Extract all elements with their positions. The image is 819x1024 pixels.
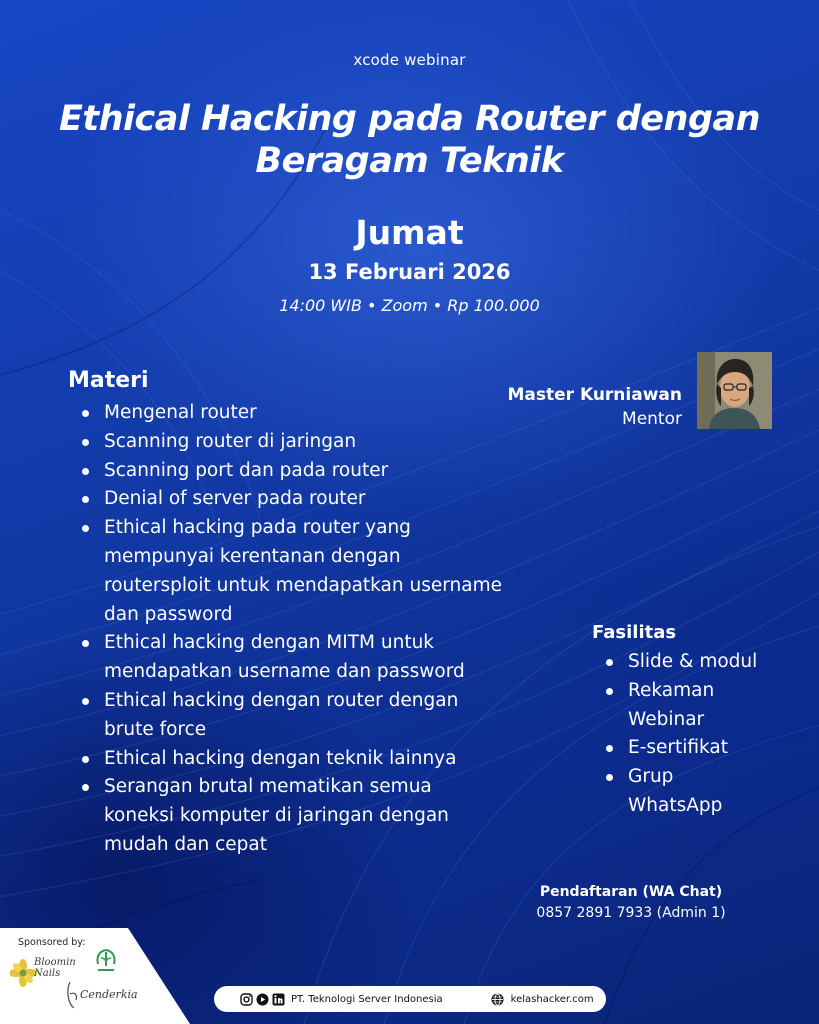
registration-label: Pendaftaran (WA Chat) <box>539 884 723 900</box>
materi-item-line: routersploit untuk mendapatkan username <box>104 574 502 596</box>
materi-item-line: brute force <box>104 718 207 740</box>
company-name: PT. Teknologi Server Indonesia <box>291 993 443 1005</box>
materi-list <box>68 399 568 860</box>
materi-item <box>68 745 568 774</box>
materi-item-line: Scanning router di jaringan <box>104 430 357 452</box>
bloomin-text-line-2: Nails <box>34 968 61 979</box>
fasilitas-item <box>592 677 807 735</box>
sponsor-label: Sponsored by: <box>18 937 86 948</box>
materi-item-line: mudah dan cepat <box>104 833 268 855</box>
globe-icon <box>491 993 504 1006</box>
linkedin-icon[interactable] <box>272 993 285 1006</box>
materi-item <box>68 457 568 486</box>
fasilitas-item-line: Slide & modul <box>628 651 758 672</box>
cenderkia-logo-text: Cenderkia <box>80 988 138 1001</box>
materi-item-line: Mengenal router <box>104 402 257 423</box>
event-day: Jumat <box>355 213 464 252</box>
title-line-2: Beragam Teknik <box>255 141 564 181</box>
materi-item <box>68 485 568 514</box>
materi-item <box>68 428 568 457</box>
website-link[interactable]: kelashacker.com <box>510 993 594 1005</box>
fasilitas-list <box>592 648 807 821</box>
bloomin-text-line-1: Bloomin <box>34 957 76 968</box>
mentor-photo <box>697 352 772 429</box>
materi-item-line: Ethical hacking dengan MITM untuk <box>104 632 435 654</box>
mentor-portrait <box>697 352 772 429</box>
youtube-icon[interactable] <box>256 993 269 1006</box>
materi-item-line: mempunyai kerentanan dengan <box>104 545 401 567</box>
fasilitas-item-line: WhatsApp <box>628 794 723 816</box>
mentor-role: Mentor <box>622 409 682 429</box>
fasilitas-item <box>592 763 807 821</box>
leaf-logo <box>92 946 120 974</box>
materi-item <box>68 773 568 859</box>
instagram-icon[interactable] <box>240 993 253 1006</box>
fasilitas-item <box>592 648 807 677</box>
materi-item-line: mendapatkan username dan password <box>104 661 465 683</box>
fasilitas-item-line: Rekaman <box>628 679 715 701</box>
fasilitas-item-line: Webinar <box>628 708 705 730</box>
materi-item-line: koneksi komputer di jaringan dengan <box>104 805 449 827</box>
materi-heading: Materi <box>68 368 149 393</box>
fasilitas-item-line: Grup <box>628 766 674 788</box>
fasilitas-item-line: E-sertifikat <box>628 737 729 759</box>
footer-bar <box>214 986 606 1012</box>
mentor-name: Master Kurniawan <box>507 385 682 405</box>
materi-item-line: dan password <box>104 603 233 625</box>
materi-item-line: Serangan brutal mematikan semua <box>104 776 432 798</box>
event-meta: 14:00 WIB • Zoom • Rp 100.000 <box>279 296 540 315</box>
title-line-1: Ethical Hacking pada Router dengan <box>58 99 761 139</box>
page-title <box>0 98 819 182</box>
registration-phone[interactable]: 0857 2891 7933 (Admin 1) <box>536 905 726 921</box>
event-date: 13 Februari 2026 <box>308 260 511 284</box>
materi-item <box>68 514 568 629</box>
webinar-label: xcode webinar <box>353 51 466 69</box>
materi-item-line: Ethical hacking dengan router dengan <box>104 689 459 711</box>
materi-item-line: Ethical hacking dengan teknik lainnya <box>104 747 457 769</box>
materi-item <box>68 687 568 745</box>
materi-item-line: Scanning port dan pada router <box>104 459 389 481</box>
fasilitas-item <box>592 734 807 763</box>
fasilitas-heading: Fasilitas <box>592 622 677 643</box>
materi-item-line: Denial of server pada router <box>104 488 366 510</box>
materi-item <box>68 629 568 687</box>
materi-item-line: Ethical hacking pada router yang <box>104 517 411 539</box>
